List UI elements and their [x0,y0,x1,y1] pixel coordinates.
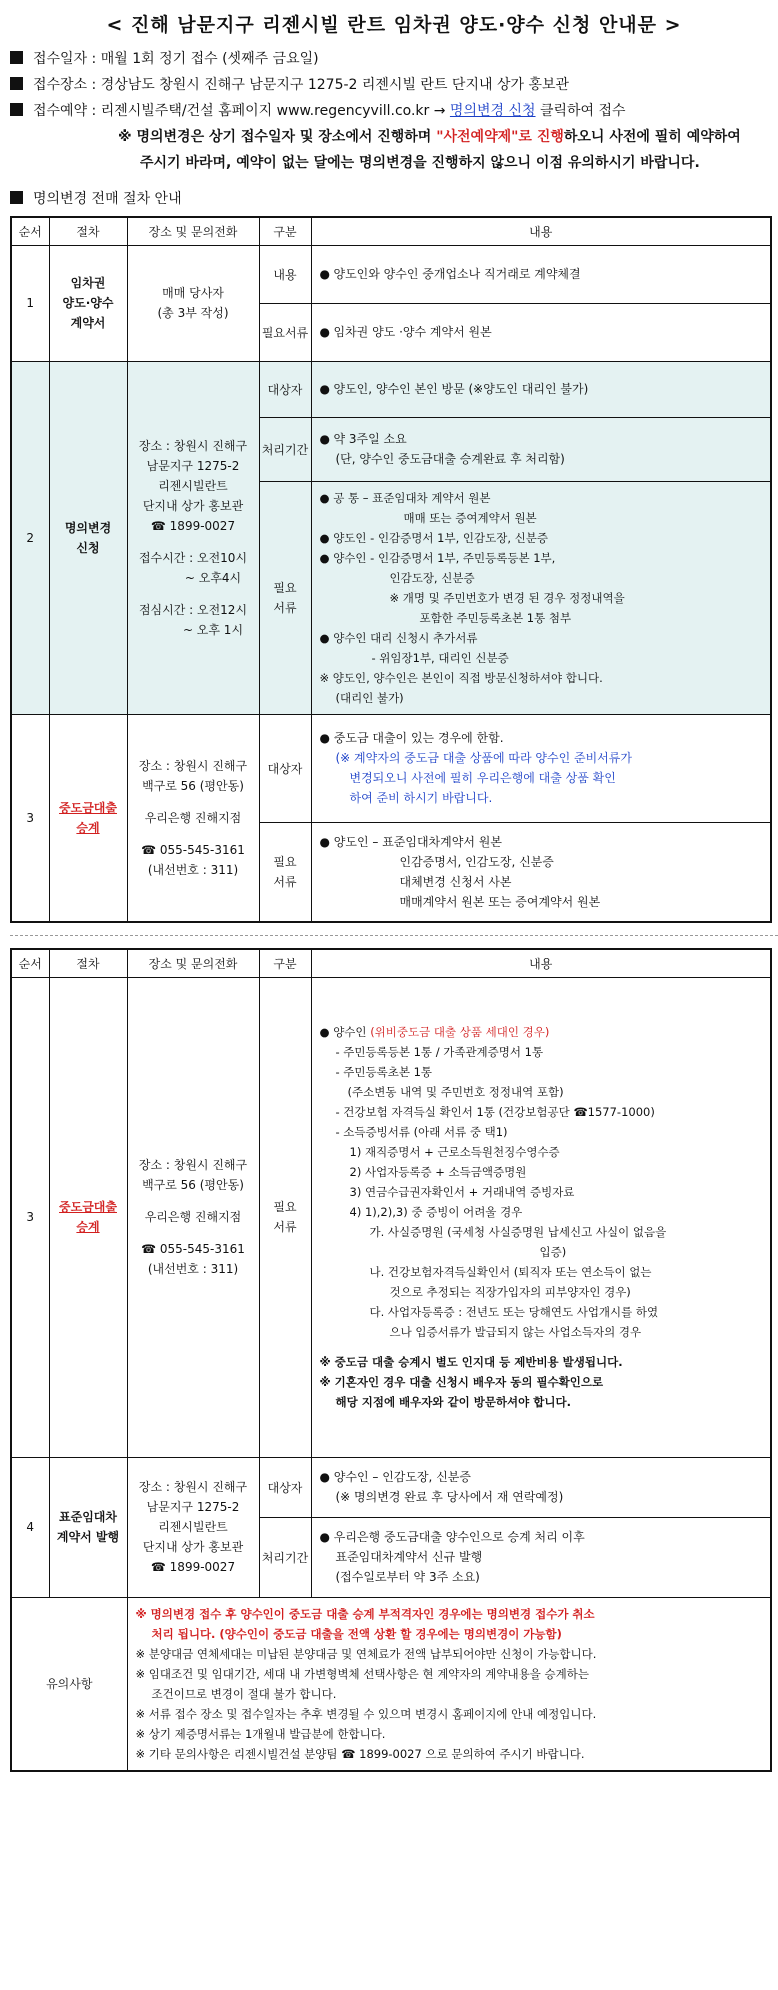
section-title: 명의변경 전매 절차 안내 [10,182,778,216]
table-row: 3 중도금대출 승계 장소 : 창원시 진해구 백구로 56 (평안동) 우리은행 진해지점 ☎ 055-545-3161 (내선번호 : 311) 필요 서류 ● 양수인 (위비중도금 대출 상품 세대인 경우) - 주민등록등본 1통 / 가족관계증명서 1통 - 주민등록초본 1통 (주소변동 내역 및 주민번호 정정내역 포함) - 건강보험 자격득실 확인서 1통 (건강보험공단 ☎1577-1000) - 소득증빙서류 (아래 서류 중 택1) 1) 재직증명서 + 근로소득원천징수영수증 2) 사업자등록증 + 소득금액증명원 3) 연금수급권자확인서 + 거래내역 증빙자료 4) 1),2),3) 중 증빙이 어려울 경우 가. 사실증명원 (국세청 사실증명원 납세신고 사실이 없음을 입증) 나. 건강보험자격득실확인서 (퇴직자 또는 연소득이 없는 것으로 추정되는 직장가입자의 피부양자인 경우) 다. 사업자등록증 : 전년도 또는 당해연도 사업개시를 하였 으나 입증서류가 발급되지 않는 사업소득자의 경우 ※ 중도금 대출 승계시 별도 인지대 등 제반비용 발생됩니다. ※ 기혼자인 경우 대출 신청시 배우자 동의 필수확인으로 해당 지점에 배우자와 같이 방문하셔야 합니다. [11,977,771,1457]
step-name: 임차권 양도·양수 계약서 [49,245,127,361]
table-row: 4 표준임대차 계약서 발행 장소 : 창원시 진해구 남문지구 1275-2 리젠시빌란트 단지내 상가 홍보관 ☎ 1899-0027 대상자 ● 양수인 – 인감도장, 신분증 (※ 명의변경 완료 후 당사에서 재 연락예정) [11,1457,771,1517]
name-change-link[interactable]: 명의변경 신청 [449,103,536,119]
info-block [10,46,778,176]
table-row: 1 임차권 양도·양수 계약서 매매 당사자 (총 3부 작성) 내용 ● 양도인와 양수인 중개업소나 직거래로 계약체결 [11,245,771,303]
square-bullet-icon [10,77,23,90]
reservation-notice: ※ 명의변경은 상기 접수일자 및 장소에서 진행하며 "사전예약제"로 진행하오니 사전에 필히 예약하여 주시기 바라며, 예약이 없는 달에는 명의변경을 진행하지 않으니 이점 유의하시기 바랍니다. [118,129,741,171]
table-row: 필요서류 ● 임차권 양도 ·양수 계약서 원본 [11,303,771,361]
info-date: 접수일자 : 매월 1회 정기 접수 (셋째주 금요일) [10,46,778,72]
table-row: 필요 서류 ● 공 통 – 표준임대차 계약서 원본 매매 또는 증여계약서 원본 ● 양도인 - 인감증명서 1부, 인감도장, 신분증 ● 양수인 - 인감증명서 1부, 주민등록등본 1부, 인감도장, 신분증 ※ 개명 및 주민번호가 변경 된 경우 정정내역을 포함한 주민등록초본 1통 첨부 ● 양수인 대리 신청시 추가서류 - 위임장1부, 대리인 신분증 ※ 양도인, 양수인은 본인이 직접 방문신청하셔야 합니다. (대리인 불가) [11,481,771,714]
table-row: 2 명의변경 신청 장소 : 창원시 진해구 남문지구 1275-2 리젠시빌란트 단지내 상가 홍보관 ☎ 1899-0027 접수시간 : 오전10시 ~ 오후4시 점심시간 : 오전12시 ~ 오후 1시 대상자 ● 양도인, 양수인 본인 방문 (※양도인 대리인 불가) [11,361,771,417]
procedure-table-1 [10,216,772,923]
table-header-row: 순서 절차 장소 및 문의전화 구분 내용 [11,217,771,245]
info-place: 접수장소 : 경상남도 창원시 진해구 남문지구 1275-2 리젠시빌 란트 단지내 상가 홍보관 [10,72,778,98]
table-row: 3 중도금대출 승계 장소 : 창원시 진해구 백구로 56 (평안동) 우리은행 진해지점 ☎ 055-545-3161 (내선번호 : 311) 대상자 ● 중도금 대출이 있는 경우에 한함. (※ 계약자의 중도금 대출 상품에 따라 양수인 준비서류가 변경되오니 사전에 필히 우리은행에 대출 상품 확인 하여 준비 하시기 바랍니다. [11,714,771,822]
table-row: 유의사항 ※ 명의변경 접수 후 양수인이 중도금 대출 승계 부적격자인 경우에는 명의변경 접수가 취소 처리 됩니다. (양수인이 중도금 대출을 전액 상환 할 경우에는 명의변경이 가능함) ※ 분양대금 연체세대는 미납된 분양대금 및 연체료가 전액 납부되어야만 신청이 가능합니다. ※ 임대조건 및 임대기간, 세대 내 가변형벽체 선택사항은 현 계약자의 계약내용을 승계하는 조건이므로 변경이 절대 불가 합니다. ※ 서류 접수 장소 및 접수일자는 추후 변경될 수 있으며 변경시 홈페이지에 안내 예정입니다. ※ 상기 제증명서류는 1개월내 발급분에 한합니다. ※ 기타 문의사항은 리젠시빌건설 분양팀 ☎ 1899-0027 으로 문의하여 주시기 바랍니다. [11,1597,771,1771]
page-divider [10,935,778,936]
page-title: < 진해 남문지구 리젠시빌 란트 임차권 양도·양수 신청 안내문 > [106,14,682,36]
table-row: 필요 서류 ● 양도인 – 표준임대차계약서 원본 인감증명서, 인감도장, 신분증 대체변경 신청서 사본 매매계약서 원본 또는 증여계약서 원본 [11,822,771,922]
table-header-row: 순서 절차 장소 및 문의전화 구분 내용 [11,949,771,977]
table-row: 처리기간 ● 약 3주일 소요 (단, 양수인 중도금대출 승계완료 후 처리함) [11,417,771,481]
square-bullet-icon [10,51,23,64]
square-bullet-icon [10,191,23,204]
table-row: 처리기간 ● 우리은행 중도금대출 양수인으로 승계 처리 이후 표준임대차계약서 신규 발행 (접수일로부터 약 3주 소요) [11,1517,771,1597]
info-reserve: 접수예약 : 리젠시빌주택/건설 홈페이지 www.regencyvill.co.kr → 명의변경 신청 클릭하여 접수 [10,98,778,124]
loan-link[interactable]: 중도금대출 [59,800,117,815]
square-bullet-icon [10,103,23,116]
procedure-table-2 [10,948,772,1772]
